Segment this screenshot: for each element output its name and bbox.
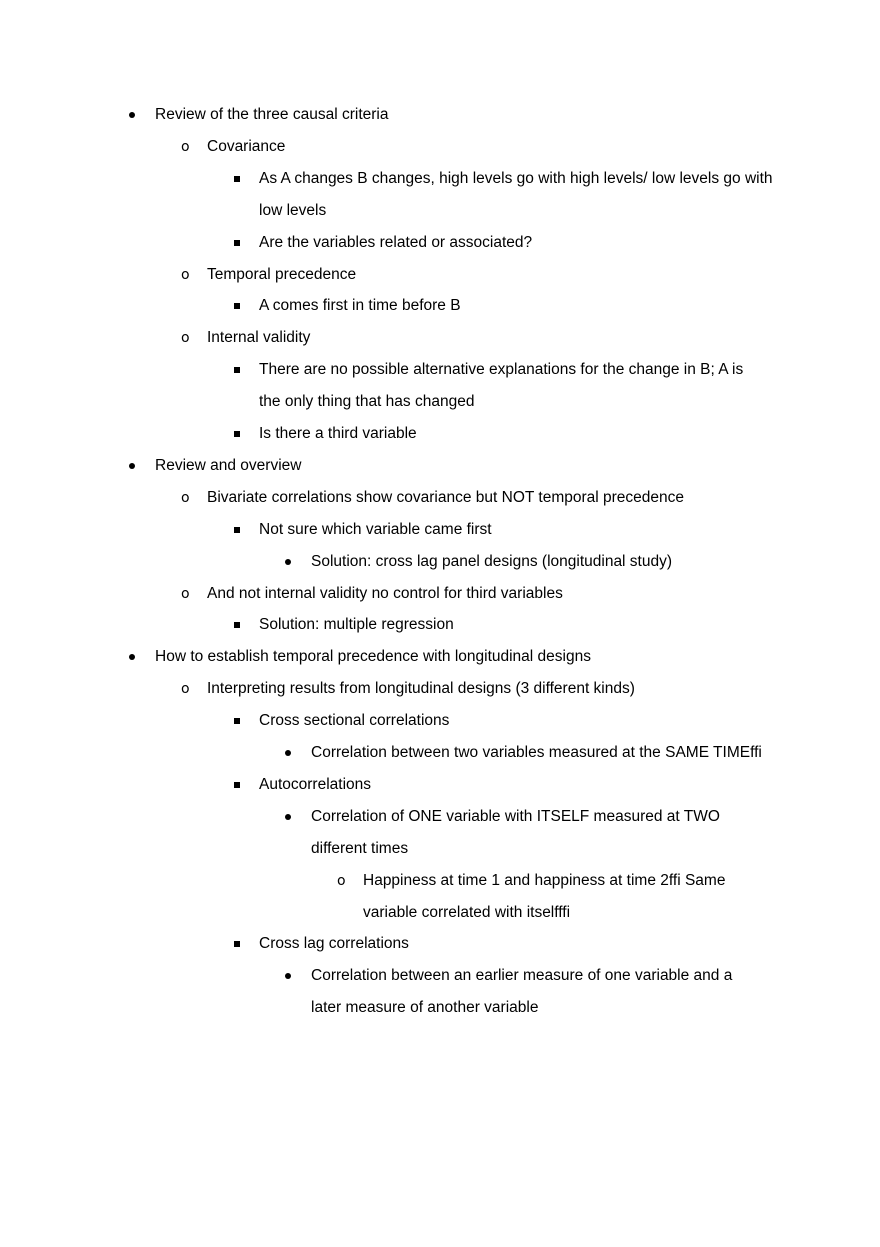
list-item-level-3: Cross sectional correlations <box>259 712 450 730</box>
list-item-level-4: Correlation of ONE variable with ITSELF measured at TWO <box>311 807 720 825</box>
square-bullet-icon <box>234 934 242 954</box>
disc-bullet-icon <box>285 552 293 572</box>
square-bullet-icon <box>234 775 242 795</box>
list-item-continuation: later measure of another variable <box>311 999 539 1017</box>
list-item-level-1: How to establish temporal precedence with longitudinal designs <box>155 648 591 666</box>
square-bullet-icon <box>234 615 242 635</box>
circle-bullet-icon: o <box>181 585 190 602</box>
list-item-level-5: Happiness at time 1 and happiness at time 2ffi Same <box>363 871 726 889</box>
square-bullet-icon <box>234 424 242 444</box>
list-item-level-3: Cross lag correlations <box>259 935 409 953</box>
disc-bullet-icon <box>285 966 293 986</box>
square-bullet-icon <box>234 360 242 380</box>
list-item-level-4: Solution: cross lag panel designs (longitudinal study) <box>311 552 673 570</box>
square-bullet-icon <box>234 233 242 253</box>
disc-bullet-icon <box>129 105 137 125</box>
disc-bullet-icon <box>285 807 293 827</box>
list-item-continuation: the only thing that has changed <box>259 393 475 411</box>
list-item-level-2: And not internal validity no control for third variables <box>207 584 563 602</box>
list-item-continuation: low levels <box>259 201 327 219</box>
circle-bullet-icon: o <box>181 489 190 506</box>
list-item-continuation: variable correlated with itselfffi <box>363 903 571 921</box>
list-item-level-4: Correlation between an earlier measure of one variable and a <box>311 967 733 985</box>
list-item-level-3: Not sure which variable came first <box>259 520 492 538</box>
square-bullet-icon <box>234 711 242 731</box>
disc-bullet-icon <box>129 647 137 667</box>
disc-bullet-icon <box>285 743 293 763</box>
list-item-level-3: Are the variables related or associated? <box>259 233 533 251</box>
square-bullet-icon <box>234 296 242 316</box>
list-item-level-3: As A changes B changes, high levels go with high levels/ low levels go with <box>259 169 773 187</box>
list-item-level-3: Autocorrelations <box>259 775 372 793</box>
list-item-level-3: Solution: multiple regression <box>259 616 454 634</box>
square-bullet-icon <box>234 169 242 189</box>
list-item-level-2: Bivariate correlations show covariance but NOT temporal precedence <box>207 488 685 506</box>
list-item-level-1: Review of the three causal criteria <box>155 106 389 123</box>
circle-bullet-icon: o <box>181 330 190 347</box>
circle-bullet-icon: o <box>181 681 190 698</box>
disc-bullet-icon <box>129 456 137 476</box>
list-item-level-3: Is there a third variable <box>259 425 417 442</box>
list-item-level-3: There are no possible alternative explanations for the change in B; A is <box>259 361 744 379</box>
list-item-level-4: Correlation between two variables measured at the SAME TIMEffi <box>311 744 762 761</box>
circle-bullet-icon: o <box>337 872 346 889</box>
square-bullet-icon <box>234 520 242 540</box>
list-item-level-2: Temporal precedence <box>207 265 357 283</box>
list-item-continuation: different times <box>311 839 409 857</box>
list-item-level-2: Interpreting results from longitudinal designs (3 different kinds) <box>207 680 635 698</box>
list-item-level-3: A comes first in time before B <box>259 297 461 315</box>
list-item-level-2: Covariance <box>207 137 286 155</box>
circle-bullet-icon: o <box>181 138 190 155</box>
circle-bullet-icon: o <box>181 266 190 283</box>
list-item-level-2: Internal validity <box>207 329 311 347</box>
list-item-level-1: Review and overview <box>155 456 302 474</box>
